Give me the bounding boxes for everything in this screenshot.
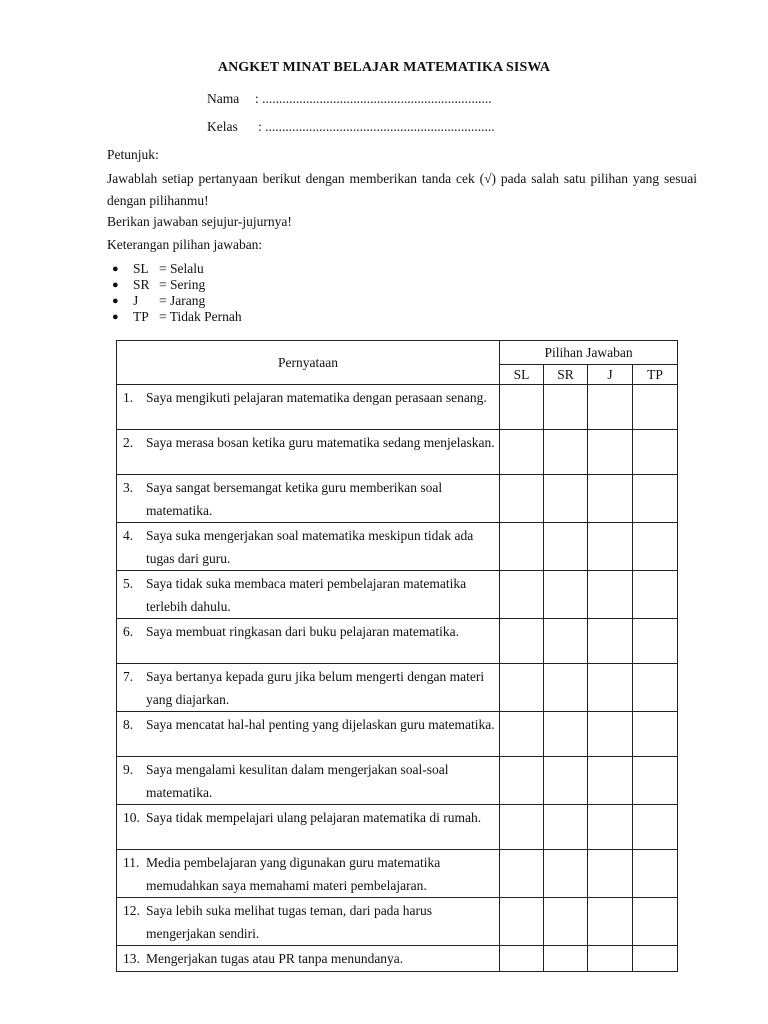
statement [117, 523, 499, 570]
answer-cell-j[interactable] [588, 571, 633, 619]
answer-cell-sl[interactable] [500, 523, 544, 571]
answer-cell-sr[interactable] [544, 850, 588, 898]
answer-cell-sr[interactable] [544, 946, 588, 972]
statement [117, 571, 499, 618]
table-row [117, 664, 678, 712]
answer-cell-sr[interactable] [544, 898, 588, 946]
statement [117, 898, 499, 945]
nama-field [207, 91, 492, 107]
statement-number: 2. [123, 435, 134, 450]
answer-cell-j[interactable] [588, 475, 633, 523]
answer-cell-sr[interactable] [544, 571, 588, 619]
table-row [117, 571, 678, 619]
table-row [117, 757, 678, 805]
statement-number: 7. [123, 669, 134, 684]
answer-cell-j[interactable] [588, 619, 633, 664]
answer-cell-tp[interactable] [633, 619, 678, 664]
answer-cell-sl[interactable] [500, 946, 544, 972]
statement-cell [117, 946, 500, 972]
answer-key-heading: Keterangan pilihan jawaban: [107, 237, 263, 252]
statement-number: 11. [123, 855, 140, 870]
answer-cell-sl[interactable] [500, 898, 544, 946]
answer-cell-sr[interactable] [544, 430, 588, 475]
statement-text: Saya mengikuti pelajaran matematika dengan perasaan senang. [146, 390, 487, 405]
answer-cell-sl[interactable] [500, 850, 544, 898]
statement-text: Saya tidak mempelajari ulang pelajaran matematika di rumah. [146, 810, 482, 825]
statement-cell [117, 619, 500, 664]
statement [117, 946, 499, 971]
answer-cell-tp[interactable] [633, 946, 678, 972]
table-row [117, 385, 678, 430]
statement-number: 3. [123, 480, 134, 495]
answer-cell-tp[interactable] [633, 850, 678, 898]
instructions-text: Jawablah setiap pertanyaan berikut dengan memberikan tanda cek (√) pada salah satu pilihan yang sesuai dengan pilihanmu! [107, 171, 697, 208]
answer-cell-sr[interactable] [544, 523, 588, 571]
statement-number: 12. [123, 903, 140, 918]
answer-cell-tp[interactable] [633, 475, 678, 523]
answer-cell-sl[interactable] [500, 805, 544, 850]
statement-cell [117, 850, 500, 898]
statement-cell [117, 805, 500, 850]
honesty-note: Berikan jawaban sejujur-jujurnya! [107, 214, 292, 229]
answer-key-item: ● TP = Tidak Pernah [112, 309, 242, 324]
statement-cell [117, 757, 500, 805]
answer-cell-tp[interactable] [633, 430, 678, 475]
statement-cell [117, 712, 500, 757]
kelas-blank: : .................................................................... [258, 119, 495, 134]
answer-cell-j[interactable] [588, 712, 633, 757]
answer-key-item: ● SL = Selalu [112, 261, 204, 276]
answer-cell-j[interactable] [588, 757, 633, 805]
table-row [117, 523, 678, 571]
answer-cell-j[interactable] [588, 946, 633, 972]
table-row [117, 898, 678, 946]
answer-cell-sr[interactable] [544, 385, 588, 430]
choice-header-tp: TP [633, 365, 678, 385]
answer-cell-tp[interactable] [633, 712, 678, 757]
statement-text: Saya tidak suka membaca materi pembelajaran matematika terlebih dahulu. [146, 576, 467, 614]
bullet-icon: ● [112, 279, 119, 291]
statement [117, 805, 499, 830]
questionnaire-table [116, 340, 678, 972]
statement-cell [117, 430, 500, 475]
statement-number: 13. [123, 951, 140, 966]
page-title: ANGKET MINAT BELAJAR MATEMATIKA SISWA [217, 60, 551, 75]
kelas-field [207, 119, 495, 135]
answer-cell-sl[interactable] [500, 475, 544, 523]
statement [117, 664, 499, 711]
statement-text: Media pembelajaran yang digunakan guru matematika memudahkan saya memahami materi pembelajaran. [146, 855, 441, 893]
statement-text: Saya merasa bosan ketika guru matematika sedang menjelaskan. [146, 435, 495, 450]
choice-header-sl: SL [500, 365, 544, 385]
table-row [117, 805, 678, 850]
answer-cell-sr[interactable] [544, 712, 588, 757]
kelas-label: Kelas [207, 119, 238, 134]
statement-cell [117, 664, 500, 712]
answer-cell-sl[interactable] [500, 571, 544, 619]
statement-cell [117, 385, 500, 430]
answer-cell-j[interactable] [588, 850, 633, 898]
statement [117, 712, 499, 737]
statement-number: 8. [123, 717, 134, 732]
questionnaire-body [117, 385, 678, 972]
answer-key-item: ● SR = Sering [112, 277, 206, 292]
instructions-heading: Petunjuk: [107, 147, 159, 162]
table-row [117, 475, 678, 523]
answer-cell-sr[interactable] [544, 757, 588, 805]
bullet-icon: ● [112, 263, 119, 275]
statement [117, 757, 499, 804]
table-row [117, 946, 678, 972]
answer-cell-tp[interactable] [633, 385, 678, 430]
bullet-icon: ● [112, 295, 119, 307]
statement-text: Saya mencatat hal-hal penting yang dijelaskan guru matematika. [146, 717, 495, 732]
statement-number: 1. [123, 390, 134, 405]
choice-header-j: J [588, 365, 633, 385]
table-row [117, 850, 678, 898]
statement [117, 850, 499, 897]
answer-cell-j[interactable] [588, 805, 633, 850]
statement-text: Saya mengalami kesulitan dalam mengerjakan soal-soal matematika. [146, 762, 449, 800]
statement-number: 5. [123, 576, 134, 591]
answer-cell-sl[interactable] [500, 664, 544, 712]
answer-cell-tp[interactable] [633, 805, 678, 850]
answer-cell-j[interactable] [588, 430, 633, 475]
statement [117, 475, 499, 522]
answer-cell-j[interactable] [588, 898, 633, 946]
answer-cell-j[interactable] [588, 385, 633, 430]
answer-cell-j[interactable] [588, 523, 633, 571]
choices-header: Pilihan Jawaban [500, 341, 678, 365]
answer-key-item: ● J = Jarang [112, 293, 206, 308]
answer-cell-sl[interactable] [500, 385, 544, 430]
answer-cell-tp[interactable] [633, 898, 678, 946]
bullet-icon: ● [112, 311, 119, 323]
statement-number: 9. [123, 762, 134, 777]
answer-cell-tp[interactable] [633, 757, 678, 805]
statement-cell [117, 475, 500, 523]
statement-cell [117, 571, 500, 619]
statement-cell [117, 523, 500, 571]
statement-header: Pernyataan [117, 341, 500, 385]
answer-cell-j[interactable] [588, 664, 633, 712]
table-row [117, 430, 678, 475]
answer-cell-sl[interactable] [500, 430, 544, 475]
answer-cell-sr[interactable] [544, 619, 588, 664]
statement-text: Saya lebih suka melihat tugas teman, dari pada harus mengerjakan sendiri. [146, 903, 433, 941]
statement-number: 6. [123, 624, 134, 639]
statement-number: 10. [123, 810, 140, 825]
table-row [117, 619, 678, 664]
answer-cell-tp[interactable] [633, 664, 678, 712]
statement-cell [117, 898, 500, 946]
table-row [117, 712, 678, 757]
nama-blank: : .................................................................... [255, 91, 492, 106]
answer-cell-sr[interactable] [544, 805, 588, 850]
statement-number: 4. [123, 528, 134, 543]
answer-cell-sl[interactable] [500, 619, 544, 664]
answer-cell-tp[interactable] [633, 523, 678, 571]
statement-text: Saya sangat bersemangat ketika guru memberikan soal matematika. [146, 480, 443, 518]
answer-cell-sr[interactable] [544, 475, 588, 523]
nama-label: Nama [207, 91, 240, 106]
statement [117, 619, 499, 644]
statement-text: Saya membuat ringkasan dari buku pelajaran matematika. [146, 624, 460, 639]
answer-cell-sl[interactable] [500, 712, 544, 757]
answer-cell-sl[interactable] [500, 757, 544, 805]
statement-text: Saya suka mengerjakan soal matematika meskipun tidak ada tugas dari guru. [146, 528, 474, 566]
choice-header-sr: SR [544, 365, 588, 385]
statement-text: Saya bertanya kepada guru jika belum mengerti dengan materi yang diajarkan. [146, 669, 485, 707]
statement-text: Mengerjakan tugas atau PR tanpa menundanya. [146, 951, 404, 966]
answer-cell-sr[interactable] [544, 664, 588, 712]
statement [117, 430, 499, 455]
statement [117, 385, 499, 410]
answer-key-list [112, 261, 242, 325]
answer-cell-tp[interactable] [633, 571, 678, 619]
